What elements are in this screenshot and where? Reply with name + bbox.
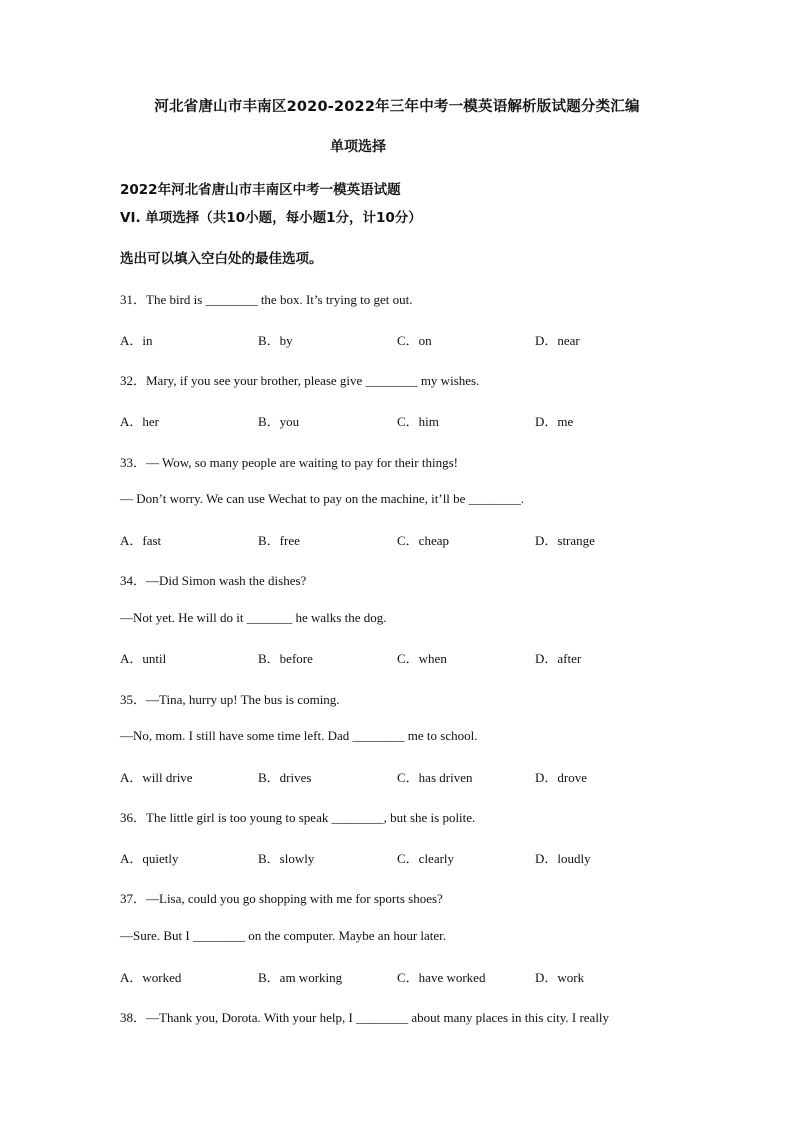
question-31-options <box>120 330 720 348</box>
question-36-options <box>120 848 720 866</box>
question-37-text: 37．—Lisa, could you go shopping with me for sports shoes? <box>120 891 443 906</box>
exam-title: 2022年河北省唐山市丰南区中考一模英语试题 <box>120 182 401 198</box>
option-c: C．clearly <box>397 851 455 866</box>
option-a: A．worked <box>120 970 182 985</box>
option-b: B．before <box>258 651 313 666</box>
question-37-options <box>120 967 720 985</box>
option-d: D．loudly <box>535 851 591 866</box>
option-a: A．her <box>120 414 159 429</box>
option-c: C．have worked <box>397 970 486 985</box>
option-b: B．drives <box>258 770 312 785</box>
question-35-options <box>120 767 720 785</box>
question-34-text: 34．—Did Simon wash the dishes? <box>120 573 307 588</box>
question-36-text: 36．The little girl is too young to speak ________, but she is polite. <box>120 810 476 825</box>
option-b: B．am working <box>258 970 343 985</box>
question-37-reply: —Sure. But I ________ on the computer. Maybe an hour later. <box>120 928 447 943</box>
option-b: B．you <box>258 414 300 429</box>
question-33-options <box>120 530 720 548</box>
question-31-text: 31．The bird is ________ the box. It’s trying to get out. <box>120 292 413 307</box>
option-a: A．in <box>120 333 153 348</box>
option-d: D．near <box>535 333 580 348</box>
option-c: C．him <box>397 414 439 429</box>
option-c: C．on <box>397 333 432 348</box>
question-34-reply: —Not yet. He will do it _______ he walks the dog. <box>120 610 387 625</box>
section-heading: VI. 单项选择（共10小题，每小题1分，计10分） <box>120 210 422 226</box>
option-d: D．work <box>535 970 585 985</box>
option-d: D．me <box>535 414 574 429</box>
option-a: A．quietly <box>120 851 179 866</box>
option-d: D．strange <box>535 533 595 548</box>
option-a: A．will drive <box>120 770 193 785</box>
option-b: B．free <box>258 533 300 548</box>
document-title: 河北省唐山市丰南区2020-2022年三年中考一模英语解析版试题分类汇编 <box>154 99 640 115</box>
document-subtitle: 单项选择 <box>330 139 386 155</box>
option-a: A．until <box>120 651 167 666</box>
question-35-reply: —No, mom. I still have some time left. Dad ________ me to school. <box>120 728 478 743</box>
option-c: C．cheap <box>397 533 449 548</box>
question-32-options <box>120 411 720 429</box>
option-c: C．when <box>397 651 447 666</box>
question-32-text: 32．Mary, if you see your brother, please give ________ my wishes. <box>120 373 480 388</box>
option-d: D．drove <box>535 770 587 785</box>
option-a: A．fast <box>120 533 162 548</box>
option-d: D．after <box>535 651 582 666</box>
option-c: C．has driven <box>397 770 473 785</box>
question-33-text: 33．— Wow, so many people are waiting to pay for their things! <box>120 455 458 470</box>
option-b: B．slowly <box>258 851 315 866</box>
question-34-options <box>120 648 720 666</box>
question-33-reply: — Don’t worry. We can use Wechat to pay on the machine, it’ll be ________. <box>120 491 524 506</box>
instruction-text: 选出可以填入空白处的最佳选项。 <box>120 251 323 267</box>
option-b: B．by <box>258 333 293 348</box>
question-35-text: 35．—Tina, hurry up! The bus is coming. <box>120 692 340 707</box>
question-38-text: 38．—Thank you, Dorota. With your help, I ________ about many places in this city. I really <box>120 1010 610 1025</box>
